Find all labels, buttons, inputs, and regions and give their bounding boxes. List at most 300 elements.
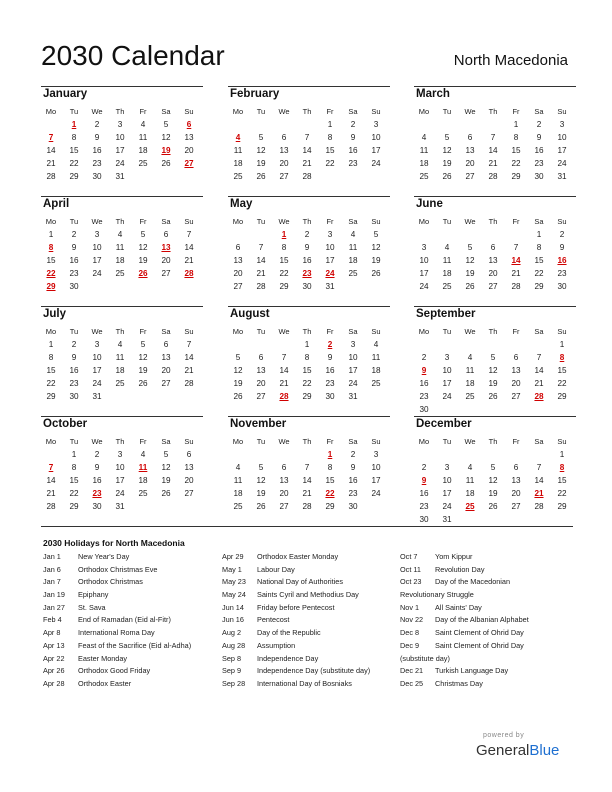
day-cell: 22 xyxy=(534,269,544,278)
day-cell: 18 xyxy=(419,159,429,168)
day-cell: 10 xyxy=(92,243,102,252)
day-cell: 3 xyxy=(94,340,100,349)
weekday-header: Th xyxy=(115,327,125,336)
month-divider xyxy=(414,306,576,307)
day-cell: 26 xyxy=(161,159,171,168)
day-cell: 6 xyxy=(513,463,519,472)
day-cell: 14 xyxy=(256,256,266,265)
day-cell: 19 xyxy=(371,256,381,265)
day-cell: 24 xyxy=(419,282,429,291)
day-cell: 29 xyxy=(511,172,521,181)
month-divider xyxy=(228,306,390,307)
day-cell: 2 xyxy=(350,450,356,459)
day-cell: 11 xyxy=(442,256,452,265)
day-cell: 31 xyxy=(115,502,125,511)
month-name: January xyxy=(43,88,88,100)
day-cell: 7 xyxy=(258,243,264,252)
holiday-day-cell: 4 xyxy=(235,133,241,142)
day-cell: 4 xyxy=(235,463,241,472)
weekday-header: Th xyxy=(302,327,312,336)
day-cell: 26 xyxy=(488,502,498,511)
day-cell: 30 xyxy=(557,282,567,291)
day-cell: 6 xyxy=(235,243,241,252)
day-cell: 6 xyxy=(281,463,287,472)
day-cell: 25 xyxy=(348,269,358,278)
day-cell: 23 xyxy=(325,379,335,388)
day-cell: 19 xyxy=(256,489,266,498)
day-cell: 14 xyxy=(534,366,544,375)
weekday-header: Sa xyxy=(161,217,171,226)
day-cell: 28 xyxy=(46,172,56,181)
day-cell: 20 xyxy=(161,366,171,375)
day-cell: 31 xyxy=(442,515,452,524)
holiday-name: All Saints' Day xyxy=(435,602,482,612)
day-cell: 29 xyxy=(534,282,544,291)
day-cell: 19 xyxy=(161,476,171,485)
month-divider xyxy=(41,86,203,87)
holiday-date: Jun 16 xyxy=(222,615,244,625)
day-cell: 24 xyxy=(557,159,567,168)
day-cell: 22 xyxy=(46,379,56,388)
day-cell: 2 xyxy=(94,120,100,129)
holiday-date: Feb 4 xyxy=(43,615,62,625)
weekday-header: Su xyxy=(184,107,194,116)
day-cell: 10 xyxy=(419,256,429,265)
day-cell: 2 xyxy=(94,450,100,459)
day-cell: 15 xyxy=(557,366,567,375)
day-cell: 2 xyxy=(304,230,310,239)
weekday-header: Tu xyxy=(69,437,79,446)
day-cell: 30 xyxy=(534,172,544,181)
day-cell: 19 xyxy=(488,379,498,388)
weekday-header: Fr xyxy=(512,107,520,116)
holiday-day-cell: 29 xyxy=(46,282,56,291)
day-cell: 13 xyxy=(488,256,498,265)
day-cell: 31 xyxy=(348,392,358,401)
weekday-header: Mo xyxy=(418,437,430,446)
day-cell: 19 xyxy=(465,269,475,278)
weekday-header: Su xyxy=(184,327,194,336)
day-cell: 20 xyxy=(233,269,243,278)
holiday-day-cell: 8 xyxy=(559,463,565,472)
weekday-header: Sa xyxy=(534,327,544,336)
day-cell: 27 xyxy=(184,489,194,498)
day-cell: 29 xyxy=(557,502,567,511)
day-cell: 6 xyxy=(163,340,169,349)
weekday-header: Fr xyxy=(139,327,147,336)
holiday-date: Apr 13 xyxy=(43,640,65,650)
day-cell: 17 xyxy=(348,366,358,375)
weekday-header: Sa xyxy=(161,327,171,336)
day-cell: 26 xyxy=(161,489,171,498)
day-cell: 23 xyxy=(348,489,358,498)
holiday-day-cell: 25 xyxy=(465,502,475,511)
holiday-name: Feast of the Sacrifice (Eid al-Adha) xyxy=(78,640,192,650)
day-cell: 13 xyxy=(256,366,266,375)
weekday-header: Fr xyxy=(139,107,147,116)
day-cell: 20 xyxy=(279,489,289,498)
day-cell: 17 xyxy=(115,146,125,155)
day-cell: 29 xyxy=(279,282,289,291)
holiday-day-cell: 6 xyxy=(186,120,192,129)
weekday-header: Su xyxy=(371,437,381,446)
holiday-day-cell: 22 xyxy=(325,489,335,498)
day-cell: 21 xyxy=(534,379,544,388)
day-cell: 24 xyxy=(348,379,358,388)
holiday-name: Saints Cyril and Methodius Day xyxy=(257,590,359,600)
day-cell: 30 xyxy=(69,392,79,401)
day-cell: 3 xyxy=(559,120,565,129)
day-cell: 17 xyxy=(115,476,125,485)
weekday-header: Sa xyxy=(348,437,358,446)
day-cell: 29 xyxy=(325,502,335,511)
holiday-day-cell: 1 xyxy=(71,120,77,129)
day-cell: 10 xyxy=(371,133,381,142)
day-cell: 14 xyxy=(184,243,194,252)
holiday-day-cell: 9 xyxy=(421,476,427,485)
day-cell: 21 xyxy=(511,269,521,278)
weekday-header: Tu xyxy=(69,217,79,226)
day-cell: 17 xyxy=(419,269,429,278)
day-cell: 24 xyxy=(92,269,102,278)
holiday-name: International Roma Day xyxy=(78,628,155,638)
holiday-date: Apr 28 xyxy=(43,678,65,688)
month-divider xyxy=(414,416,576,417)
day-cell: 8 xyxy=(513,133,519,142)
holiday-name: Orthodox Easter xyxy=(78,678,132,688)
day-cell: 6 xyxy=(467,133,473,142)
weekday-header: Th xyxy=(115,107,125,116)
day-cell: 18 xyxy=(115,256,125,265)
day-cell: 9 xyxy=(71,353,77,362)
day-cell: 5 xyxy=(444,133,450,142)
day-cell: 8 xyxy=(71,463,77,472)
day-cell: 5 xyxy=(258,133,264,142)
day-cell: 6 xyxy=(490,243,496,252)
weekday-header: We xyxy=(464,327,476,336)
weekday-header: Mo xyxy=(418,217,430,226)
holiday-day-cell: 28 xyxy=(279,392,289,401)
weekday-header: We xyxy=(278,217,290,226)
weekday-header: Fr xyxy=(512,327,520,336)
weekday-header: Mo xyxy=(45,327,57,336)
day-cell: 10 xyxy=(115,133,125,142)
day-cell: 7 xyxy=(304,133,310,142)
month-divider xyxy=(228,196,390,197)
weekday-header: Fr xyxy=(512,437,520,446)
generalblue-logo: GeneralBlue xyxy=(476,742,560,759)
day-cell: 22 xyxy=(325,159,335,168)
weekday-header: Su xyxy=(557,327,567,336)
day-cell: 31 xyxy=(557,172,567,181)
holiday-date: Dec 9 xyxy=(400,640,420,650)
holiday-name: Orthodox Christmas Eve xyxy=(78,564,158,574)
day-cell: 12 xyxy=(488,476,498,485)
day-cell: 21 xyxy=(46,489,56,498)
holiday-day-cell: 9 xyxy=(421,366,427,375)
day-cell: 16 xyxy=(348,146,358,155)
day-cell: 1 xyxy=(559,340,565,349)
day-cell: 11 xyxy=(138,133,148,142)
weekday-header: Th xyxy=(488,107,498,116)
weekday-header: We xyxy=(91,437,103,446)
day-cell: 15 xyxy=(325,476,335,485)
holiday-name: Turkish Language Day xyxy=(435,666,509,676)
holiday-day-cell: 1 xyxy=(281,230,287,239)
day-cell: 29 xyxy=(46,392,56,401)
month-name: November xyxy=(230,418,287,430)
day-cell: 1 xyxy=(48,340,54,349)
day-cell: 17 xyxy=(442,489,452,498)
day-cell: 5 xyxy=(163,120,169,129)
country-name: North Macedonia xyxy=(453,52,568,69)
day-cell: 18 xyxy=(138,476,148,485)
weekday-header: We xyxy=(278,437,290,446)
holiday-name: National Day of Authorities xyxy=(257,577,343,587)
weekday-header: Mo xyxy=(232,327,244,336)
holiday-name: Day of the Macedonian xyxy=(435,577,511,587)
day-cell: 8 xyxy=(71,133,77,142)
day-cell: 12 xyxy=(161,463,171,472)
day-cell: 18 xyxy=(371,366,381,375)
holiday-date: May 23 xyxy=(222,577,246,587)
day-cell: 26 xyxy=(138,379,148,388)
day-cell: 12 xyxy=(138,243,148,252)
day-cell: 22 xyxy=(557,379,567,388)
day-cell: 15 xyxy=(46,366,56,375)
month-divider xyxy=(41,196,203,197)
holiday-name: Revolutionary Struggle xyxy=(400,590,474,600)
weekday-header: Mo xyxy=(45,217,57,226)
day-cell: 1 xyxy=(71,450,77,459)
day-cell: 22 xyxy=(69,159,79,168)
day-cell: 19 xyxy=(138,366,148,375)
holiday-date: Apr 8 xyxy=(43,628,61,638)
day-cell: 25 xyxy=(442,282,452,291)
day-cell: 23 xyxy=(92,159,102,168)
day-cell: 31 xyxy=(325,282,335,291)
weekday-header: Tu xyxy=(442,217,452,226)
day-cell: 16 xyxy=(92,476,102,485)
holiday-day-cell: 24 xyxy=(325,269,335,278)
weekday-header: Su xyxy=(371,327,381,336)
holiday-name: Easter Monday xyxy=(78,653,128,663)
day-cell: 20 xyxy=(279,159,289,168)
day-cell: 10 xyxy=(325,243,335,252)
day-cell: 8 xyxy=(281,243,287,252)
day-cell: 11 xyxy=(115,353,125,362)
day-cell: 20 xyxy=(184,146,194,155)
day-cell: 14 xyxy=(488,146,498,155)
weekday-header: Mo xyxy=(45,437,57,446)
holiday-date: May 24 xyxy=(222,590,246,600)
weekday-header: Su xyxy=(557,107,567,116)
day-cell: 5 xyxy=(467,243,473,252)
day-cell: 13 xyxy=(184,463,194,472)
day-cell: 14 xyxy=(302,146,312,155)
day-cell: 15 xyxy=(534,256,544,265)
day-cell: 16 xyxy=(302,256,312,265)
day-cell: 17 xyxy=(442,379,452,388)
month-divider xyxy=(228,416,390,417)
weekday-header: Sa xyxy=(534,107,544,116)
holiday-date: Sep 9 xyxy=(222,666,242,676)
day-cell: 31 xyxy=(92,392,102,401)
day-cell: 13 xyxy=(279,146,289,155)
day-cell: 27 xyxy=(279,502,289,511)
day-cell: 11 xyxy=(233,476,243,485)
day-cell: 27 xyxy=(511,502,521,511)
day-cell: 3 xyxy=(373,450,379,459)
weekday-header: Sa xyxy=(534,217,544,226)
day-cell: 20 xyxy=(511,489,521,498)
holiday-name: Assumption xyxy=(257,640,296,650)
weekday-header: Mo xyxy=(232,217,244,226)
day-cell: 9 xyxy=(536,133,542,142)
weekday-header: Tu xyxy=(69,327,79,336)
day-cell: 26 xyxy=(488,392,498,401)
day-cell: 18 xyxy=(233,489,243,498)
day-cell: 9 xyxy=(71,243,77,252)
day-cell: 21 xyxy=(302,489,312,498)
day-cell: 17 xyxy=(325,256,335,265)
holiday-day-cell: 14 xyxy=(511,256,521,265)
holiday-day-cell: 28 xyxy=(534,392,544,401)
day-cell: 19 xyxy=(442,159,452,168)
day-cell: 28 xyxy=(534,502,544,511)
day-cell: 9 xyxy=(94,133,100,142)
holiday-name: Orthodox Easter Monday xyxy=(257,552,339,561)
day-cell: 9 xyxy=(327,353,333,362)
weekday-header: We xyxy=(278,327,290,336)
month-divider xyxy=(228,86,390,87)
holiday-day-cell: 11 xyxy=(138,463,148,472)
day-cell: 30 xyxy=(419,405,429,414)
weekday-header: We xyxy=(91,327,103,336)
month-name: October xyxy=(43,418,88,430)
day-cell: 17 xyxy=(557,146,567,155)
day-cell: 5 xyxy=(258,463,264,472)
day-cell: 30 xyxy=(348,502,358,511)
day-cell: 28 xyxy=(511,282,521,291)
day-cell: 25 xyxy=(465,392,475,401)
day-cell: 15 xyxy=(279,256,289,265)
month-name: July xyxy=(43,308,67,320)
weekday-header: Su xyxy=(184,217,194,226)
day-cell: 13 xyxy=(233,256,243,265)
holiday-date: Jan 6 xyxy=(43,564,61,574)
weekday-header: Th xyxy=(488,217,498,226)
weekday-header: Sa xyxy=(348,107,358,116)
holiday-name: (substitute day) xyxy=(400,653,450,663)
day-cell: 18 xyxy=(138,146,148,155)
weekday-header: Mo xyxy=(45,107,57,116)
day-cell: 26 xyxy=(371,269,381,278)
day-cell: 2 xyxy=(350,120,356,129)
day-cell: 25 xyxy=(233,502,243,511)
day-cell: 8 xyxy=(48,353,54,362)
day-cell: 12 xyxy=(442,146,452,155)
holiday-day-cell: 7 xyxy=(48,133,54,142)
day-cell: 16 xyxy=(419,489,429,498)
day-cell: 29 xyxy=(69,502,79,511)
day-cell: 24 xyxy=(442,392,452,401)
day-cell: 7 xyxy=(281,353,287,362)
day-cell: 26 xyxy=(256,172,266,181)
holiday-name: Independence Day xyxy=(257,653,319,663)
day-cell: 7 xyxy=(304,463,310,472)
day-cell: 16 xyxy=(69,256,79,265)
day-cell: 24 xyxy=(371,159,381,168)
holiday-date: Oct 11 xyxy=(400,564,421,574)
day-cell: 27 xyxy=(161,269,171,278)
day-cell: 15 xyxy=(325,146,335,155)
day-cell: 11 xyxy=(419,146,429,155)
weekday-header: Tu xyxy=(256,437,266,446)
holiday-name: Orthodox Good Friday xyxy=(78,666,151,676)
weekday-header: Sa xyxy=(534,437,544,446)
day-cell: 3 xyxy=(117,120,123,129)
day-cell: 1 xyxy=(513,120,519,129)
day-cell: 23 xyxy=(419,502,429,511)
day-cell: 23 xyxy=(348,159,358,168)
holiday-day-cell: 23 xyxy=(92,489,102,498)
day-cell: 27 xyxy=(465,172,475,181)
day-cell: 25 xyxy=(371,379,381,388)
day-cell: 13 xyxy=(511,366,521,375)
month-divider xyxy=(414,86,576,87)
holiday-date: Dec 21 xyxy=(400,666,424,676)
holiday-day-cell: 23 xyxy=(302,269,312,278)
weekday-header: Su xyxy=(557,217,567,226)
day-cell: 24 xyxy=(92,379,102,388)
day-cell: 20 xyxy=(161,256,171,265)
day-cell: 22 xyxy=(511,159,521,168)
day-cell: 2 xyxy=(71,230,77,239)
day-cell: 14 xyxy=(534,476,544,485)
day-cell: 21 xyxy=(184,366,194,375)
day-cell: 4 xyxy=(117,340,123,349)
day-cell: 12 xyxy=(161,133,171,142)
holiday-date: Nov 1 xyxy=(400,602,420,612)
day-cell: 15 xyxy=(511,146,521,155)
day-cell: 6 xyxy=(186,450,192,459)
holiday-date: Oct 23 xyxy=(400,577,422,587)
day-cell: 25 xyxy=(138,159,148,168)
day-cell: 14 xyxy=(279,366,289,375)
weekday-header: Mo xyxy=(232,437,244,446)
weekday-header: Fr xyxy=(512,217,520,226)
weekday-header: Fr xyxy=(139,437,147,446)
day-cell: 5 xyxy=(490,353,496,362)
day-cell: 5 xyxy=(373,230,379,239)
day-cell: 16 xyxy=(419,379,429,388)
day-cell: 3 xyxy=(444,353,450,362)
month-name: September xyxy=(416,308,476,320)
day-cell: 3 xyxy=(350,340,356,349)
weekday-header: Su xyxy=(557,437,567,446)
holiday-day-cell: 22 xyxy=(46,269,56,278)
day-cell: 10 xyxy=(442,366,452,375)
day-cell: 24 xyxy=(115,489,125,498)
holiday-name: Day of the Republic xyxy=(257,628,321,638)
day-cell: 4 xyxy=(467,353,473,362)
day-cell: 5 xyxy=(163,450,169,459)
day-cell: 19 xyxy=(488,489,498,498)
holiday-day-cell: 21 xyxy=(534,489,544,498)
day-cell: 22 xyxy=(279,269,289,278)
day-cell: 12 xyxy=(371,243,381,252)
